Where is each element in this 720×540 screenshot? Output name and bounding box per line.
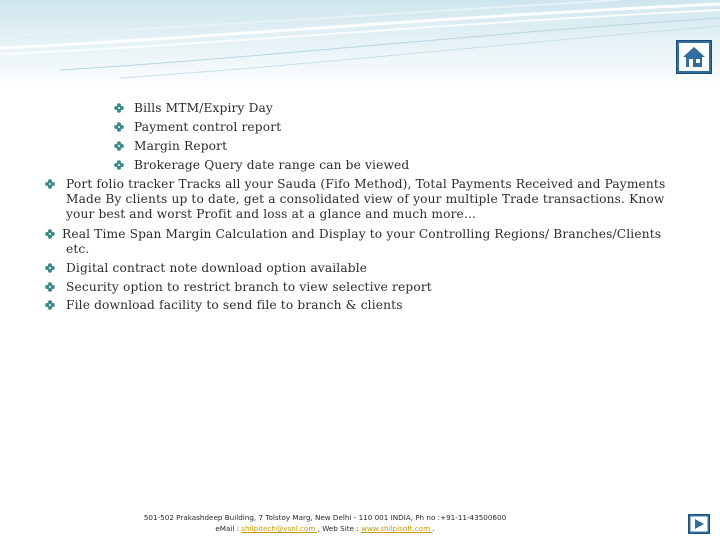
- footer-web-label: , Web Site :: [317, 524, 361, 533]
- bullet-diamond-icon: [45, 179, 55, 189]
- footer-website-link[interactable]: www.shilpisoft.com: [360, 524, 433, 533]
- item-portfolio-tracker-line3: your best and worst Profit and loss at a glance and much more…: [66, 207, 477, 221]
- footer: [0, 512, 650, 534]
- bullet-diamond-icon: [45, 300, 55, 310]
- sub-item-brokerage-query: Brokerage Query date range can be viewed: [134, 158, 410, 172]
- item-file-download: File download facility to send file to branch & clients: [66, 298, 403, 312]
- footer-end: .: [432, 524, 435, 533]
- sub-item-margin-report: Margin Report: [134, 139, 228, 153]
- bullet-diamond-icon: [45, 263, 55, 273]
- item-span-margin-line1: Real Time Span Margin Calculation and Display to your Controlling Regions/ Branches/Clients: [62, 227, 662, 241]
- item-digital-contract: Digital contract note download option available: [66, 261, 368, 275]
- footer-contact: [0, 523, 650, 534]
- item-span-margin-line2: etc.: [66, 242, 90, 256]
- item-security-option: Security option to restrict branch to view selective report: [66, 280, 432, 294]
- next-slide-button[interactable]: [688, 514, 710, 534]
- footer-email-link[interactable]: shilpitech@vsnl.com: [241, 524, 318, 533]
- sub-item-bills-mtm: Bills MTM/Expiry Day: [134, 101, 273, 115]
- bullet-diamond-icon: [45, 229, 55, 239]
- bullet-diamond-icon: [45, 282, 55, 292]
- footer-email-label: eMail :: [215, 524, 242, 533]
- item-portfolio-tracker-line2: Made By clients up to date, get a consolidated view of your multiple Trade transactions. Know: [66, 192, 665, 206]
- bullet-diamond-icon: [114, 141, 124, 151]
- bullet-diamond-icon: [114, 160, 124, 170]
- bullet-diamond-icon: [114, 122, 124, 132]
- item-portfolio-tracker-line1: Port folio tracker Tracks all your Sauda (Fifo Method), Total Payments Received and Payments: [66, 177, 666, 191]
- sub-item-payment-control: Payment control report: [134, 120, 282, 134]
- footer-address: 501-502 Prakashdeep Building, 7 Tolstoy Marg, New Delhi - 110 001 INDIA, Ph no :+91-11-43500600: [143, 513, 507, 522]
- bullet-diamond-icon: [114, 103, 124, 113]
